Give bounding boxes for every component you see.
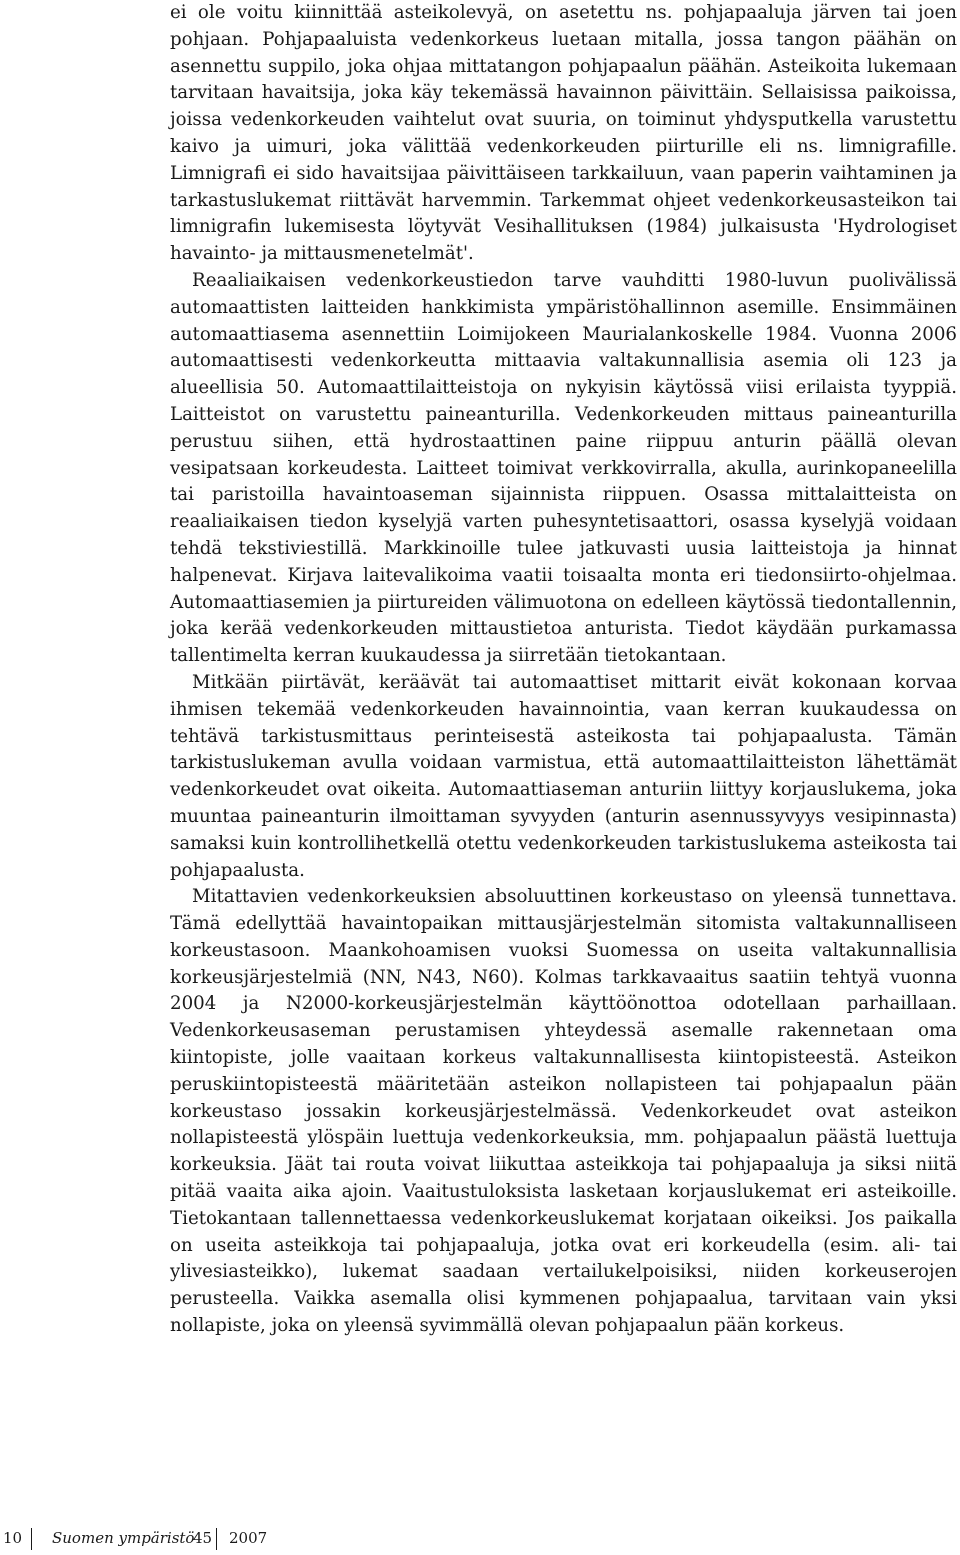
- page-number: 10: [3, 1529, 23, 1547]
- paragraph-2: Reaaliaikaisen vedenkorkeustiedon tarve vauhditti 1980-luvun puolivälissä automaattisten laitteiden hankkimista ympäristöhallinnon asemille. Ensimmäinen automaattiasema asennettiin Loimijokeen Maurialankoskelle 1984. Vuonna 2006 automaattisesti vedenkorkeutta mittaavia valtakunnallisia asemia oli 123 ja alueellisia 50. Automaattilaitteistoja on nykyisin käytössä viisi erilaista tyyppiä. Laitteistot on varustettu paineanturilla. Vedenkorkeuden mittaus paineanturilla perustuu siihen, että hydrostaattinen paine riippuu anturin päällä olevan vesipatsaan korkeudesta. Laitteet toimivat verkkovirralla, akulla, aurinkopaneelilla tai paristoilla havaintoaseman sijainnista riippuen. Osassa mittalaitteista on reaaliaikaisen tiedon kyselyjä varten puhesyntetisaattori, osassa kyselyjä voidaan tehdä tekstiviestillä. Markkinoille tulee jatkuvasti uusia laitteistoja ja hinnat halpenevat. Kirjava laitevalikoima vaatii toisaalta monta eri tiedonsiirto-ohjelmaa. Automaattiasemien ja piirtureiden välimuotona on edelleen käytössä tiedontallennin, joka kerää vedenkorkeuden mittaustietoa anturista. Tiedot käydään purkamassa tallentimelta kerran kuukaudessa ja siirretään tietokantaan.: [170, 269, 957, 667]
- footer-divider-2: [216, 1528, 217, 1550]
- body-text: [170, 0, 957, 1340]
- paragraph-3: Mitkään piirtävät, keräävät tai automaattiset mittarit eivät kokonaan korvaa ihmisen tekemää vedenkorkeuden havainnointia, vaan kerran kuukaudessa on tehtävä tarkistusmittaus perinteisestä asteikosta tai pohjapaalusta. Tämän tarkistuslukeman avulla voidaan varmistua, että automaattilaitteiston lähettämät vedenkorkeudet ovat oikeita. Automaattiaseman anturiin liittyy korjauslukema, joka muuntaa paineanturin ilmoittaman syvyyden (anturin asennussyvyys vesipinnasta) samaksi kuin kontrollihetkellä otettu vedenkorkeuden tarkistuslukema asteikosta tai pohjapaalusta.: [170, 671, 957, 881]
- paragraph-4: Mitattavien vedenkorkeuksien absoluuttinen korkeustaso on yleensä tunnettava. Tämä edellyttää havaintopaikan mittausjärjestelmän sitomista valtakunnalliseen korkeustasoon. Maankohoamisen vuoksi Suomessa on useita valtakunnallisia korkeusjärjestelmiä (NN, N43, N60). Kolmas tarkkavaaitus saatiin tehtyä vuonna 2004 ja N2000-korkeusjärjestelmän käyttöönottoa odotellaan parhaillaan. Vedenkorkeusaseman perustamisen yhteydessä asemalle rakennetaan oma kiintopiste, jolle vaaitaan korkeus valtakunnallisesta kiintopisteestä. Asteikon peruskiintopisteestä määritetään asteikon nollapisteen tai pohjapaalun pään korkeustaso jossakin korkeusjärjestelmässä. Vedenkorkeudet ovat asteikon nollapisteestä ylöspäin luettuja vedenkorkeuksia, mm. pohjapaalun päästä luettuja korkeuksia. Jäät tai routa voivat liikuttaa asteikkoja tai pohjapaaluja ja siksi niitä pitää vaaita aika ajoin. Vaaitustuloksista lasketaan korjauslukemat eri asteikoille. Tietokantaan tallennettaessa vedenkorkeuslukemat korjataan oikeiksi. Jos paikalla on useita asteikkoja tai pohjapaaluja, jotka ovat eri korkeudella (esim. ali- tai ylivesiasteikko), lukemat saadaan vertailukelpoisiksi, niiden korkeuserojen perusteella. Vaikka asemalla olisi kymmenen pohjapaalua, tarvitaan vain yksi nollapiste, joka on yleensä syvimmällä olevan pohjapaalun pään korkeus.: [170, 886, 957, 1337]
- issue-number: 45: [193, 1529, 213, 1547]
- footer-divider: [31, 1528, 32, 1550]
- series-title: Suomen ympäristö: [52, 1529, 195, 1547]
- page-footer: [0, 1529, 960, 1553]
- publication-year: 2007: [229, 1529, 268, 1547]
- paragraph-1: ei ole voitu kiinnittää asteikolevyä, on asetettu ns. pohjapaaluja järven tai joen pohjaan. Pohjapaaluista vedenkorkeus luetaan mitalla, jossa tangon päähän on asennettu suppilo, joka ohjaa mittatangon pohjapaalun päähän. Asteikoita lukemaan tarvitaan havaitsija, joka käy tekemässä havainnon päivittäin. Sellaisissa paikoissa, joissa vedenkorkeuden vaihtelut ovat suuria, on toiminut yhdysputkella varustettu kaivo ja uimuri, joka välittää vedenkorkeuden piirturille eli ns. limnigrafille. Limnigrafi ei sido havaitsijaa päivittäiseen tarkkailuun, vaan paperin vaihtaminen ja tarkastuslukemat riittävät harvemmin. Tarkemmat ohjeet vedenkorkeusasteikon tai limnigrafin lukemisesta löytyvät Vesihallituksen (1984) julkaisusta 'Hydrologiset havainto- ja mittausmenetelmät'.: [170, 2, 957, 265]
